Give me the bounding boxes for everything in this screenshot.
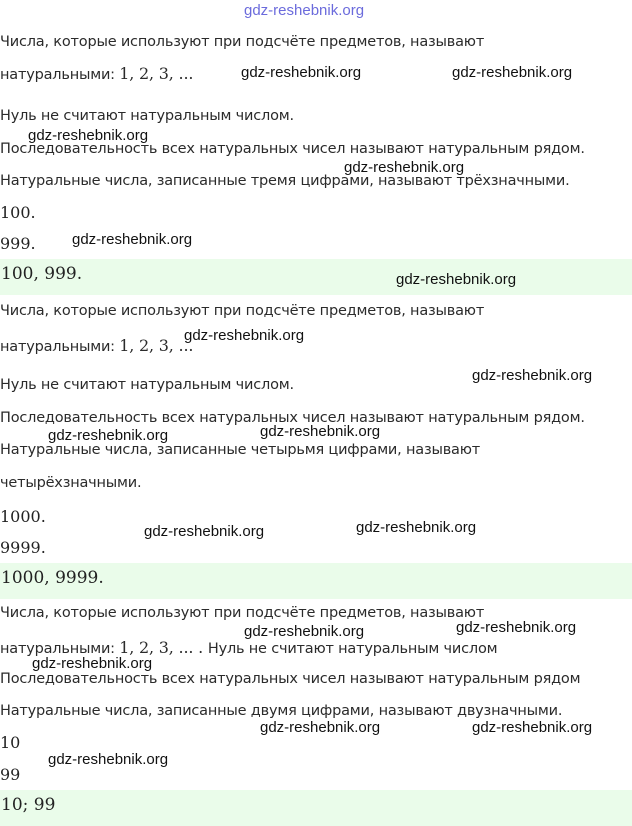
s2-line2-math: 1, 2, 3, ... [119, 336, 194, 355]
s2-math-max: 9999. [0, 538, 46, 557]
s1-line2-math: 1, 2, 3, ... [119, 64, 194, 83]
watermark-15[interactable]: gdz-reshebnik.org [32, 655, 153, 672]
watermark-5[interactable]: gdz-reshebnik.org [72, 231, 193, 248]
watermark-4[interactable]: gdz-reshebnik.org [344, 159, 465, 176]
s1-definition-line2 [0, 64, 193, 83]
watermark-2[interactable]: gdz-reshebnik.org [452, 64, 573, 81]
s3-answer: 10; 99 [1, 795, 56, 815]
watermark-1[interactable]: gdz-reshebnik.org [241, 64, 362, 81]
s2-line2-text: натуральными: [0, 339, 120, 355]
watermark-6[interactable]: gdz-reshebnik.org [396, 271, 517, 288]
s3-math-min: 10 [0, 733, 21, 752]
s1-math-min: 100. [0, 203, 36, 222]
watermark-18[interactable]: gdz-reshebnik.org [48, 751, 169, 768]
header-watermark[interactable]: gdz-reshebnik.org [244, 2, 365, 19]
s1-math-max: 999. [0, 234, 36, 253]
s3-two-digit-note: Натуральные числа, записанные двумя цифрами, называют двузначными. [0, 703, 563, 719]
s1-line2-text: натуральными: [0, 67, 120, 83]
s1-sequence-note: Последовательность всех натуральных чисел называют натуральным рядом. [0, 141, 585, 157]
watermark-17[interactable]: gdz-reshebnik.org [472, 719, 593, 736]
s3-definition-line1: Числа, которые используют при подсчёте предметов, называют [0, 605, 485, 621]
s3-line2-tail: Нуль не считают натуральным числом [207, 641, 498, 657]
s2-answer-box [0, 563, 632, 599]
s3-line2-text: натуральными: [0, 641, 120, 657]
s2-four-digit-note: Натуральные числа, записанные четырьмя цифрами, называют [0, 442, 480, 458]
watermark-8[interactable]: gdz-reshebnik.org [472, 367, 593, 384]
s1-answer: 100, 999. [1, 264, 83, 284]
watermark-7[interactable]: gdz-reshebnik.org [184, 327, 305, 344]
watermark-16[interactable]: gdz-reshebnik.org [260, 719, 381, 736]
watermark-12[interactable]: gdz-reshebnik.org [356, 519, 477, 536]
watermark-13[interactable]: gdz-reshebnik.org [244, 623, 365, 640]
s2-four-digit-note-cont: четырёхзначными. [0, 475, 142, 491]
s1-answer-box [0, 259, 632, 295]
s1-three-digit-note: Натуральные числа, записанные тремя цифрами, называют трёхзначными. [0, 173, 570, 189]
watermark-10[interactable]: gdz-reshebnik.org [260, 423, 381, 440]
watermark-3[interactable]: gdz-reshebnik.org [28, 127, 149, 144]
s3-math-max: 99 [0, 765, 21, 784]
s3-sequence-note: Последовательность всех натуральных чисел называют натуральным рядом [0, 671, 581, 687]
s2-sequence-note: Последовательность всех натуральных чисел называют натуральным рядом. [0, 410, 585, 426]
s2-math-min: 1000. [0, 507, 46, 526]
s1-zero-note: Нуль не считают натуральным числом. [0, 108, 294, 124]
s2-answer: 1000, 9999. [1, 568, 104, 588]
s3-line2-math: 1, 2, 3, ... . [119, 638, 208, 657]
s1-definition-line1: Числа, которые используют при подсчёте предметов, называют [0, 34, 485, 50]
watermark-14[interactable]: gdz-reshebnik.org [456, 619, 577, 636]
s2-zero-note: Нуль не считают натуральным числом. [0, 377, 294, 393]
s2-definition-line2 [0, 336, 193, 355]
s3-answer-box [0, 790, 632, 826]
watermark-9[interactable]: gdz-reshebnik.org [48, 427, 169, 444]
s2-definition-line1: Числа, которые используют при подсчёте предметов, называют [0, 303, 485, 319]
watermark-11[interactable]: gdz-reshebnik.org [144, 523, 265, 540]
